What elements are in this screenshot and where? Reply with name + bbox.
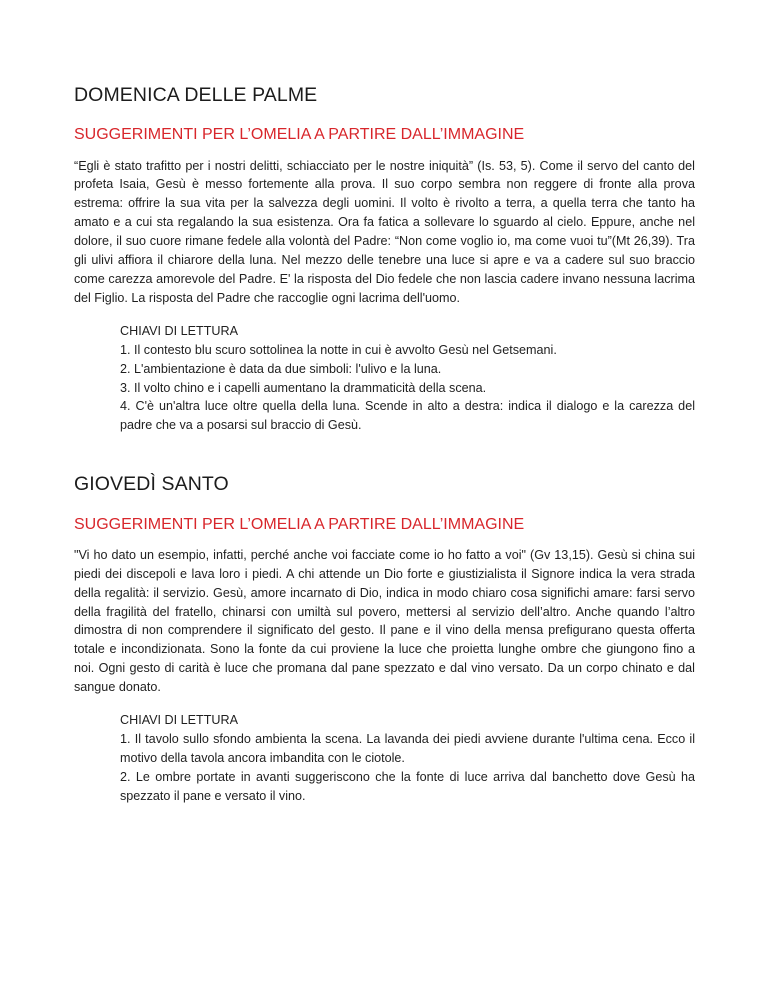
section-subtitle: SUGGERIMENTI PER L’OMELIA A PARTIRE DALL’IMMAGINE	[74, 515, 525, 533]
reading-keys-title: CHIAVI DI LETTURA	[120, 713, 239, 728]
document-page	[74, 84, 695, 806]
homily-paragraph: "Vi ho dato un esempio, infatti, perché anche voi facciate come io ho fatto a voi" (Gv 13,15). Gesù si china sui piedi dei discepoli e lava loro i piedi. A chi attende un Dio forte e giustizialista il Signore indica la vera strada della regalità: il servizio. Gesù, amore incarnato di Dio, indica in modo chiaro cosa significhi amare: farsi servo della fragilità del fratello, chinarsi con umiltà sul povero, mettersi al servizio dell’altro. Anche quando l’altro dimostra di non comprendere il significato del gesto. Il pane e il vino della mensa prefigurano questa offerta totale e incondizionata. Sono la fonte da cui proviene la luce che proietta lunghe ombre che giungono fino a noi. Ogni gesto di carità è luce che promana dal pane spezzato e dal vino versato. Da un corpo chinato e dal sangue donato.	[74, 547, 695, 695]
key-highlight: ombre	[155, 769, 191, 784]
section-giovedi-santo	[74, 473, 695, 805]
section-domenica-delle-palme	[74, 84, 695, 435]
key-text: 1. Il contesto	[120, 342, 195, 357]
reading-keys	[120, 711, 695, 806]
reading-keys-title: CHIAVI DI LETTURA	[120, 323, 239, 338]
section-title: DOMENICA DELLE PALME	[74, 84, 318, 106]
key-text: 2. L'ambientazione è data da due simboli: l'ulivo e la luna.	[120, 361, 442, 376]
key-text: 2. Le	[120, 769, 156, 784]
reading-key-item	[120, 768, 695, 806]
section-subtitle: SUGGERIMENTI PER L’OMELIA A PARTIRE DALL’IMMAGINE	[74, 126, 525, 144]
key-highlight: drammaticità	[343, 380, 416, 395]
reading-key-item	[120, 341, 695, 360]
key-text: 4. C'è un'altra luce oltre quella della luna. Scende in alto a destra: indica il dialogo e la carezza del padre che va a posarsi sul braccio di Gesù.	[120, 399, 695, 433]
key-text: sottolinea la notte in cui è avvolto Gesù nel Getsemani.	[246, 342, 557, 357]
key-text: l'ultima cena. Ecco il motivo della tavola ancora imbandita con le ciotole.	[120, 732, 696, 765]
reading-key-item	[120, 379, 695, 398]
key-text: portate in avanti suggeriscono che la fonte di luce arriva dal banchetto dove Gesù ha spezzato il pane e versato il vino.	[120, 769, 695, 803]
key-highlight: blu scuro	[194, 342, 247, 357]
key-highlight: durante	[532, 732, 576, 746]
reading-key-item	[120, 730, 695, 768]
key-text: 1. Il tavolo sullo sfondo ambienta la scena. La lavanda dei piedi avviene	[120, 732, 533, 746]
reading-key-item	[120, 360, 695, 379]
reading-key-item	[120, 397, 695, 435]
reading-keys	[120, 322, 695, 435]
section-title: GIOVEDÌ SANTO	[74, 473, 229, 496]
key-text: della scena.	[415, 380, 487, 395]
key-text: 3. Il volto chino e i capelli aumentano la	[120, 380, 344, 395]
homily-paragraph: “Egli è stato trafitto per i nostri delitti, schiacciato per le nostre iniquità” (Is. 53, 5). Come il servo del canto del profeta Isaia, Gesù è messo fortemente alla prova. Il suo corpo sembra non reggere di fronte alla prova estrema: offrire la sua vita per la salvezza degli uomini. Il volto è rivolto a terra, a quella terra che tanto ha amato e a cui sta regalando la sua esistenza. Ora fa fatica a sollevare lo sguardo al cielo. Eppure, anche nel dolore, il suo cuore rimane fedele alla volontà del Padre: “Non come voglio io, ma come vuoi tu”(Mt 26,39). Tra gli ulivi affiora il chiarore della luna. Nel mezzo delle tenebre una luce si apre e va a cadere sul suo braccio come carezza amorevole del Padre. E' la risposta del Dio fedele che non lascia cadere invano nessuna lacrima del Figlio. La risposta del Padre che raccoglie ogni lacrima dell'uomo.	[74, 158, 695, 305]
